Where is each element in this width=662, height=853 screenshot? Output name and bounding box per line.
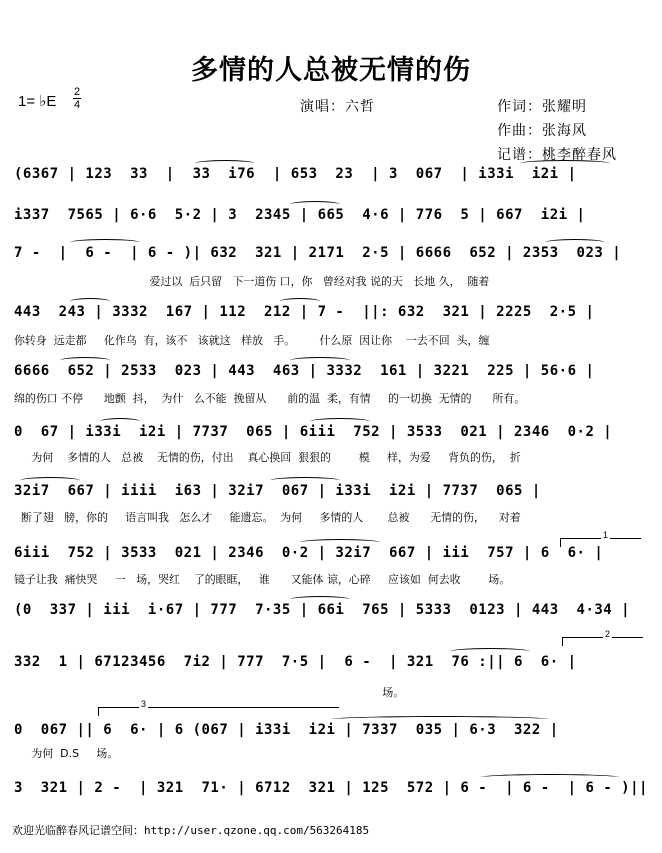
slur-mark [290, 596, 350, 603]
score-row [14, 722, 654, 744]
notation-line: 3 321 | 2 - | 321 71· | 6712 321 | 125 572 | 6 - | 6 - | 6 - )|| [14, 780, 648, 796]
second-ending-bracket [562, 629, 643, 646]
lyric-line: 爱过以 后只留 下一道伤 口，你 曾经对我 说的天 长地 久， 随着 [14, 275, 490, 288]
slur-mark [310, 418, 370, 425]
lyric-line: 断了翅 膀，你的 语言叫我 怎么才 能遗忘。 为何 多情的人 总被 无情的伤， 对着 [14, 511, 521, 524]
notation-line: 0 67 | i33i i2i | 7737 065 | 6iii 752 | 3533 021 | 2346 0·2 | [14, 424, 613, 440]
slur-mark [480, 774, 620, 781]
first-ending-bracket [560, 530, 641, 547]
slur-mark [450, 648, 530, 655]
lyric-line: 镜子让我 痛快哭 一 场，哭红 了的眼眶， 谁 又能体 谅，心碎 应该如 何去收 场。 [14, 573, 511, 586]
slur-mark [520, 160, 610, 167]
notation-line: (6367 | 123 33 | 33 i76 | 653 23 | 3 067 | i33i i2i | [14, 166, 577, 182]
notation-line: 6iii 752 | 3533 021 | 2346 0·2 | 32i7 667 | iii 757 | 6 6· | [14, 545, 604, 561]
score-row [14, 780, 654, 802]
third-ending-number: 3 [141, 699, 147, 709]
lyric-line: 场。 [14, 686, 405, 699]
lyric-line: 为何 D.S 场。 [14, 747, 119, 760]
score-row [14, 245, 654, 267]
score-row [14, 304, 654, 326]
time-signature-bottom: 4 [73, 99, 81, 111]
notation-line: 0 067 || 6 6· | 6 (067 | i33i i2i | 7337 035 | 6·3 322 | [14, 722, 559, 738]
slur-mark [280, 298, 320, 305]
slur-mark [545, 239, 605, 246]
key-signature: 1= ♭E [18, 93, 57, 110]
lyricist-credit: 作词：张耀明 [497, 99, 587, 115]
notation-line: 332 1 | 67123456 7i2 | 777 7·5 | 6 - | 321 76 :|| 6 6· | [14, 654, 577, 670]
third-ending-bracket [98, 699, 339, 716]
slur-mark [100, 418, 140, 425]
lyric-line: 你转身 远走都 化作乌 有，该不 该就这 样放 手。 什么原 因让你 一去不回 头，缠 [14, 334, 490, 347]
score-row [14, 545, 654, 567]
song-title: 多情的人总被无情的伤 [191, 55, 471, 86]
slur-mark [20, 477, 80, 484]
slur-mark [300, 539, 380, 546]
notation-line: 6666 652 | 2533 023 | 443 463 | 3332 161 | 3221 225 | 56·6 | [14, 363, 595, 379]
score-row [14, 602, 654, 624]
notation-line: (0 337 | iii i·67 | 777 7·35 | 66i 765 | 5333 0123 | 443 4·34 | [14, 602, 631, 618]
lyric-line: 为何 多情的人 总被 无情的伤，付出 真心换回 狠狠的 模 样，为爱 背负的伤， 折 [14, 451, 521, 464]
transcriber-credit: 记谱：桃李醉春风 [497, 147, 617, 163]
footer-note: 欢迎光临醉春风记谱空间：http://user.qzone.qq.com/563264185 [12, 824, 370, 837]
notation-line: 32i7 667 | iiii i63 | 32i7 067 | i33i i2i | 7737 065 | [14, 483, 541, 499]
slur-mark [60, 357, 110, 364]
score-row [14, 166, 654, 188]
score-row [14, 424, 654, 446]
singer-credit: 演唱：六哲 [300, 99, 375, 115]
slur-mark [330, 716, 550, 723]
score-row [14, 483, 654, 505]
first-ending-number: 1 [603, 530, 609, 540]
slur-mark [195, 160, 255, 167]
lyric-line: 绵的伤口 不停 地颤 抖， 为什 么不能 挽留从 前的温 柔，有情 的一切换 无情的 所有。 [14, 392, 526, 405]
slur-mark [290, 357, 350, 364]
score-row [14, 363, 654, 385]
notation-line: 7 - | 6 - | 6 - )| 632 321 | 2171 2·5 | 6666 652 | 2353 023 | [14, 245, 622, 261]
composer-credit: 作曲：张海风 [497, 123, 587, 139]
slur-mark [270, 477, 340, 484]
slur-mark [70, 298, 110, 305]
second-ending-number: 2 [605, 629, 611, 639]
time-signature [73, 86, 81, 111]
notation-line: i337 7565 | 6·6 5·2 | 3 2345 | 665 4·6 | 776 5 | 667 i2i | [14, 207, 586, 223]
slur-mark [290, 201, 340, 208]
time-signature-top: 2 [73, 86, 81, 98]
notation-line: 443 243 | 3332 167 | 112 212 | 7 - ||: 632 321 | 2225 2·5 | [14, 304, 595, 320]
score-row [14, 207, 654, 229]
score-row [14, 654, 654, 676]
slur-mark [70, 239, 140, 246]
